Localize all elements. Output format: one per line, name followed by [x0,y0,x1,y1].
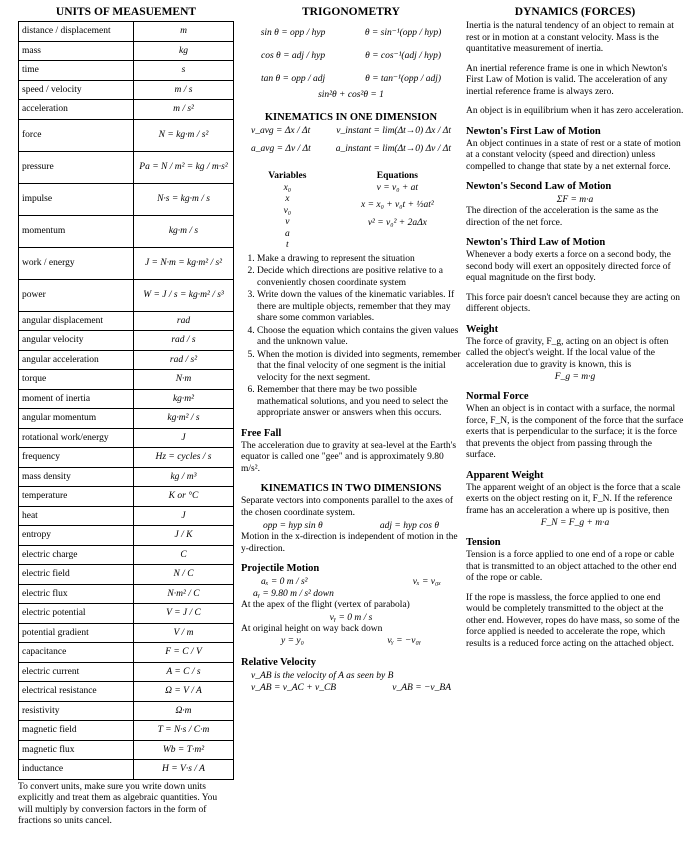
unit-quantity: angular acceleration [19,350,134,370]
unit-symbol: V / m [134,623,234,643]
variables-list [268,171,306,252]
unit-quantity: electric flux [19,584,134,604]
apparent-text: The apparent weight of an object is the force that a scale exerts on the object resting on it, F_N. If the reference frame has an acceleration a where up is positive, then [466,482,681,516]
unit-quantity: speed / velocity [19,80,134,100]
unit-quantity: distance / displacement [19,22,134,42]
unit-symbol: kg / m³ [134,467,234,487]
relvel-text: v_AB is the velocity of A as seen by B [251,671,394,681]
kinematics-column [241,6,461,694]
unit-row [19,22,234,42]
unit-symbol: N / C [134,565,234,585]
unit-quantity: torque [19,370,134,390]
trig-arccos: θ = cos⁻¹(adj / hyp) [365,51,442,61]
unit-symbol: N·m² / C [134,584,234,604]
problem-step: 4. Choose the equation which contains the given values and the unknown value. [257,326,461,349]
unit-symbol: m / s² [134,100,234,120]
second-law-title: Newton's Second Law of Motion [466,181,612,192]
unit-symbol: m [134,22,234,42]
unit-quantity: electric potential [19,604,134,624]
unit-row [19,545,234,565]
variables-heading: Variables [268,171,307,181]
unit-quantity: angular displacement [19,311,134,331]
units-column [18,6,234,828]
units-note: To convert units, make sure you write down units explicitly and treat them as algebraic quantities. You will multiply by conversion factors in the form of fractions so units cancel. [18,781,218,826]
tension-text: Tension is a force applied to one end of a rope or cable that is transmitted to an object attached to the other end of the rope or cable. [466,550,677,583]
relvel-eqs [241,682,461,694]
kinematic-variable: x [285,194,290,204]
unit-quantity: angular velocity [19,331,134,351]
dynamics-column [466,6,684,654]
unit-quantity: pressure [19,151,134,183]
proj-y: y = y₀ [281,636,304,646]
unit-row [19,41,234,61]
unit-symbol: s [134,61,234,81]
unit-row [19,604,234,624]
proj-vyb: vᵧ = −v₀ᵧ [387,636,421,646]
unit-row [19,643,234,663]
kinematic-equation: v = v₀ + at [376,182,419,193]
first-law-text: An object continues in a state of rest or a state of motion at a constant velocity (speed and direction) unless compelled to change that state by a net external force. [466,138,681,172]
kin2-components [241,520,461,532]
trig-tan: tan θ = opp / adj [260,73,326,84]
problem-step: 5. When the motion is divided into segments, remember that the final velocity of one segment is the initial velocity for the next segment. [257,350,461,385]
v-instant: v_instant = lim(Δt→0) Δx / Δt [336,126,451,136]
first-law-title: Newton's First Law of Motion [466,125,601,137]
unit-quantity: angular momentum [19,409,134,429]
unit-quantity: acceleration [19,100,134,120]
unit-quantity: magnetic flux [19,740,134,760]
normal-title: Normal Force [466,391,529,402]
kinematic-variable: v [285,217,290,227]
unit-quantity: moment of inertia [19,389,134,409]
second-law-text: The direction of the acceleration is the same as the direction of the net force. [466,206,659,228]
unit-row [19,623,234,643]
equations-heading: Equations [376,171,418,181]
unit-row [19,662,234,682]
inertial-frame-text: An inertial reference frame is one in which Newton's First Law of Motion is valid. The acceleration of any inertial reference frame is always zero. [466,63,668,97]
proj-vy0: vᵧ = 0 m / s [329,612,373,623]
unit-symbol: kg [134,41,234,61]
unit-row [19,701,234,721]
unit-row [19,151,234,183]
relvel-eq2: v_AB = −v_BA [392,683,451,693]
proj-vx: vₓ = v₀ₓ [412,577,441,587]
apparent-eq: F_N = F_g + m·a [540,518,610,528]
unit-symbol: J [134,428,234,448]
unit-quantity: electric field [19,565,134,585]
unit-symbol: K or °C [134,487,234,507]
unit-symbol: N = kg·m / s² [134,119,234,151]
unit-quantity: electric current [19,662,134,682]
trig-identity: sin²θ + cos²θ = 1 [318,90,384,100]
unit-row [19,350,234,370]
proj-ay: aᵧ = 9.80 m / s² down [253,589,334,599]
proj-back: At original height on way back down [241,623,383,634]
unit-row [19,311,234,331]
unit-row [19,80,234,100]
unit-symbol: N·m [134,370,234,390]
weight-eq: F_g = m·g [554,372,596,382]
proj-x [241,576,461,588]
problem-steps [241,254,461,420]
kin2-text: Separate vectors into components parallel to the axes of the chosen coordinate system. [241,496,454,518]
unit-quantity: rotational work/energy [19,428,134,448]
kin1-velocity-defs [241,125,461,137]
problem-step: 6. Remember that there may be two possible mathematical solutions, and you need to select the appropriate answer or answers when this occurs. [257,385,461,420]
trig-arctan: θ = tan⁻¹(opp / adj) [365,74,442,84]
unit-quantity: mass [19,41,134,61]
kinematic-equation: x = x₀ + v₀t + ½at² [360,200,434,210]
projectile-title: Projectile Motion [241,563,320,574]
unit-symbol: H = V·s / A [134,760,234,780]
third-law-title: Newton's Third Law of Motion [466,237,606,248]
unit-row [19,448,234,468]
unit-symbol: kg·m² [134,389,234,409]
unit-symbol: kg·m / s [134,215,234,247]
unit-row [19,119,234,151]
proj-back-eqs [241,635,461,647]
unit-symbol: F = C / V [134,643,234,663]
second-law-eq: ΣF = m·a [556,195,594,205]
trig-arcsin: θ = sin⁻¹(opp / hyp) [364,28,442,38]
unit-quantity: time [19,61,134,81]
unit-quantity: electrical resistance [19,682,134,702]
unit-quantity: inductance [19,760,134,780]
kin1-vars-eqs [241,171,461,252]
freefall-title: Free Fall [241,427,282,439]
unit-row [19,331,234,351]
normal-text: When an object is in contact with a surface, the normal force, F_N, is the component of the force that the surface exerts that is perpendicular to the surface; it is the force that prevents the object from passing through the surface. [466,404,684,460]
unit-symbol: Hz = cycles / s [134,448,234,468]
unit-quantity: mass density [19,467,134,487]
unit-row [19,370,234,390]
unit-quantity: force [19,119,134,151]
unit-row [19,247,234,279]
unit-symbol: rad [134,311,234,331]
unit-row [19,506,234,526]
kin2-title: KINEMATICS IN TWO DIMENSIONS [260,483,442,494]
unit-quantity: capacitance [19,643,134,663]
unit-symbol: J / K [134,526,234,546]
unit-symbol: Ω·m [134,701,234,721]
unit-symbol: Ω = V / A [134,682,234,702]
unit-row [19,215,234,247]
a-instant: a_instant = lim(Δt→0) Δv / Δt [335,144,451,154]
trig-sin: sin θ = opp / hyp [260,27,326,38]
v-avg: v_avg = Δx / Δt [251,126,311,136]
unit-quantity: magnetic field [19,721,134,741]
third-law-text: Whenever a body exerts a force on a second body, the second body will exert an oppositely directed force of equal magnitude on the first body. [466,250,671,283]
equations-list [361,171,434,252]
unit-row [19,740,234,760]
tension-title: Tension [466,537,501,548]
kin1-title: KINEMATICS IN ONE DIMENSION [264,112,438,123]
kinematic-equation: v² = v₀² + 2aΔx [367,217,427,228]
unit-symbol: rad / s² [134,350,234,370]
unit-quantity: frequency [19,448,134,468]
unit-row [19,409,234,429]
unit-symbol: rad / s [134,331,234,351]
dyn-title: DYNAMICS (FORCES) [514,6,636,18]
unit-row [19,183,234,215]
unit-quantity: impulse [19,183,134,215]
problem-step: 2. Decide which directions are positive relative to a conveniently chosen coordinate system [257,266,461,289]
unit-symbol: J = N·m = kg·m² / s² [134,247,234,279]
relvel-title: Relative Velocity [241,657,316,668]
kinematic-variable: v₀ [283,205,292,216]
unit-quantity: electric charge [19,545,134,565]
unit-symbol: J [134,506,234,526]
unit-symbol: A = C / s [134,662,234,682]
unit-row [19,487,234,507]
unit-row [19,428,234,448]
kin2-text2: Motion in the x-direction is independent of motion in the y-direction. [241,532,458,554]
relvel-eq1: v_AB = v_AC + v_CB [251,683,337,693]
unit-quantity: resistivity [19,701,134,721]
equilibrium-text: An object is in equilibrium when it has zero acceleration. [466,106,684,116]
unit-quantity: heat [19,506,134,526]
unit-row [19,682,234,702]
unit-row [19,389,234,409]
unit-row [19,467,234,487]
inertia-text: Inertia is the natural tendency of an object to remain at rest or in motion at a constant velocity. Mass is the quantitative measurement of inertia. [466,21,674,54]
kinematic-variable: a [284,228,290,239]
unit-quantity: momentum [19,215,134,247]
unit-symbol: C [134,545,234,565]
unit-quantity: temperature [19,487,134,507]
unit-row [19,526,234,546]
unit-symbol: N·s = kg·m / s [134,183,234,215]
unit-quantity: work / energy [19,247,134,279]
trig-title: TRIGONOMETRY [302,6,400,18]
unit-symbol: V = J / C [134,604,234,624]
problem-step: 3. Write down the values of the kinematic variables. If there are multiple objects, remember that they may share some common variables. [257,290,461,325]
weight-title: Weight [466,323,499,335]
unit-quantity: entropy [19,526,134,546]
comp-opp: opp = hyp sin θ [263,521,323,531]
trig-equations [241,21,461,100]
unit-symbol: Pa = N / m² = kg / m·s² [134,151,234,183]
kinematic-variable: x₀ [283,182,292,193]
unit-symbol: kg·m² / s [134,409,234,429]
a-avg: a_avg = Δv / Δt [251,144,311,154]
unit-symbol: m / s [134,80,234,100]
freefall-text: The acceleration due to gravity at sea-level at the Earth's equator is called one "gee" and is approximately 9.80 m/s². [241,440,457,474]
unit-row [19,721,234,741]
tension-text-2: If the rope is massless, the force applied to one end would be completely transmitted to the object at the other end. However, ropes do have mass, so some of the force applied is needed to accelerate the rope, which results is a reduced force acting on the attached object. [466,592,680,649]
proj-apex: At the apex of the flight (vertex of parabola) [241,600,410,610]
unit-symbol: W = J / s = kg·m² / s³ [134,279,234,311]
units-table [18,21,234,780]
unit-symbol: T = N·s / C·m [134,721,234,741]
comp-adj: adj = hyp cos θ [379,521,439,531]
unit-quantity: potential gradient [19,623,134,643]
units-title: UNITS OF MEASUEMENT [55,6,197,18]
proj-ax: aₓ = 0 m / s² [261,577,308,587]
kinematic-variable: t [286,240,289,250]
unit-row [19,100,234,120]
third-law-note: This force pair doesn't cancel because they are acting on different objects. [466,292,681,314]
unit-row [19,565,234,585]
kin1-accel-defs [241,143,461,155]
problem-step: 1. Make a drawing to represent the situation [257,254,461,266]
apparent-title: Apparent Weight [466,469,544,481]
unit-row [19,61,234,81]
unit-row [19,279,234,311]
trig-cos: cos θ = adj / hyp [260,50,326,61]
unit-quantity: power [19,279,134,311]
unit-row [19,760,234,780]
unit-row [19,584,234,604]
weight-text: The force of gravity, F_g, acting on an object is often called the object's weight. If the local value of the acceleration due to gravity is known, this is [466,336,669,370]
unit-symbol: Wb = T·m² [134,740,234,760]
